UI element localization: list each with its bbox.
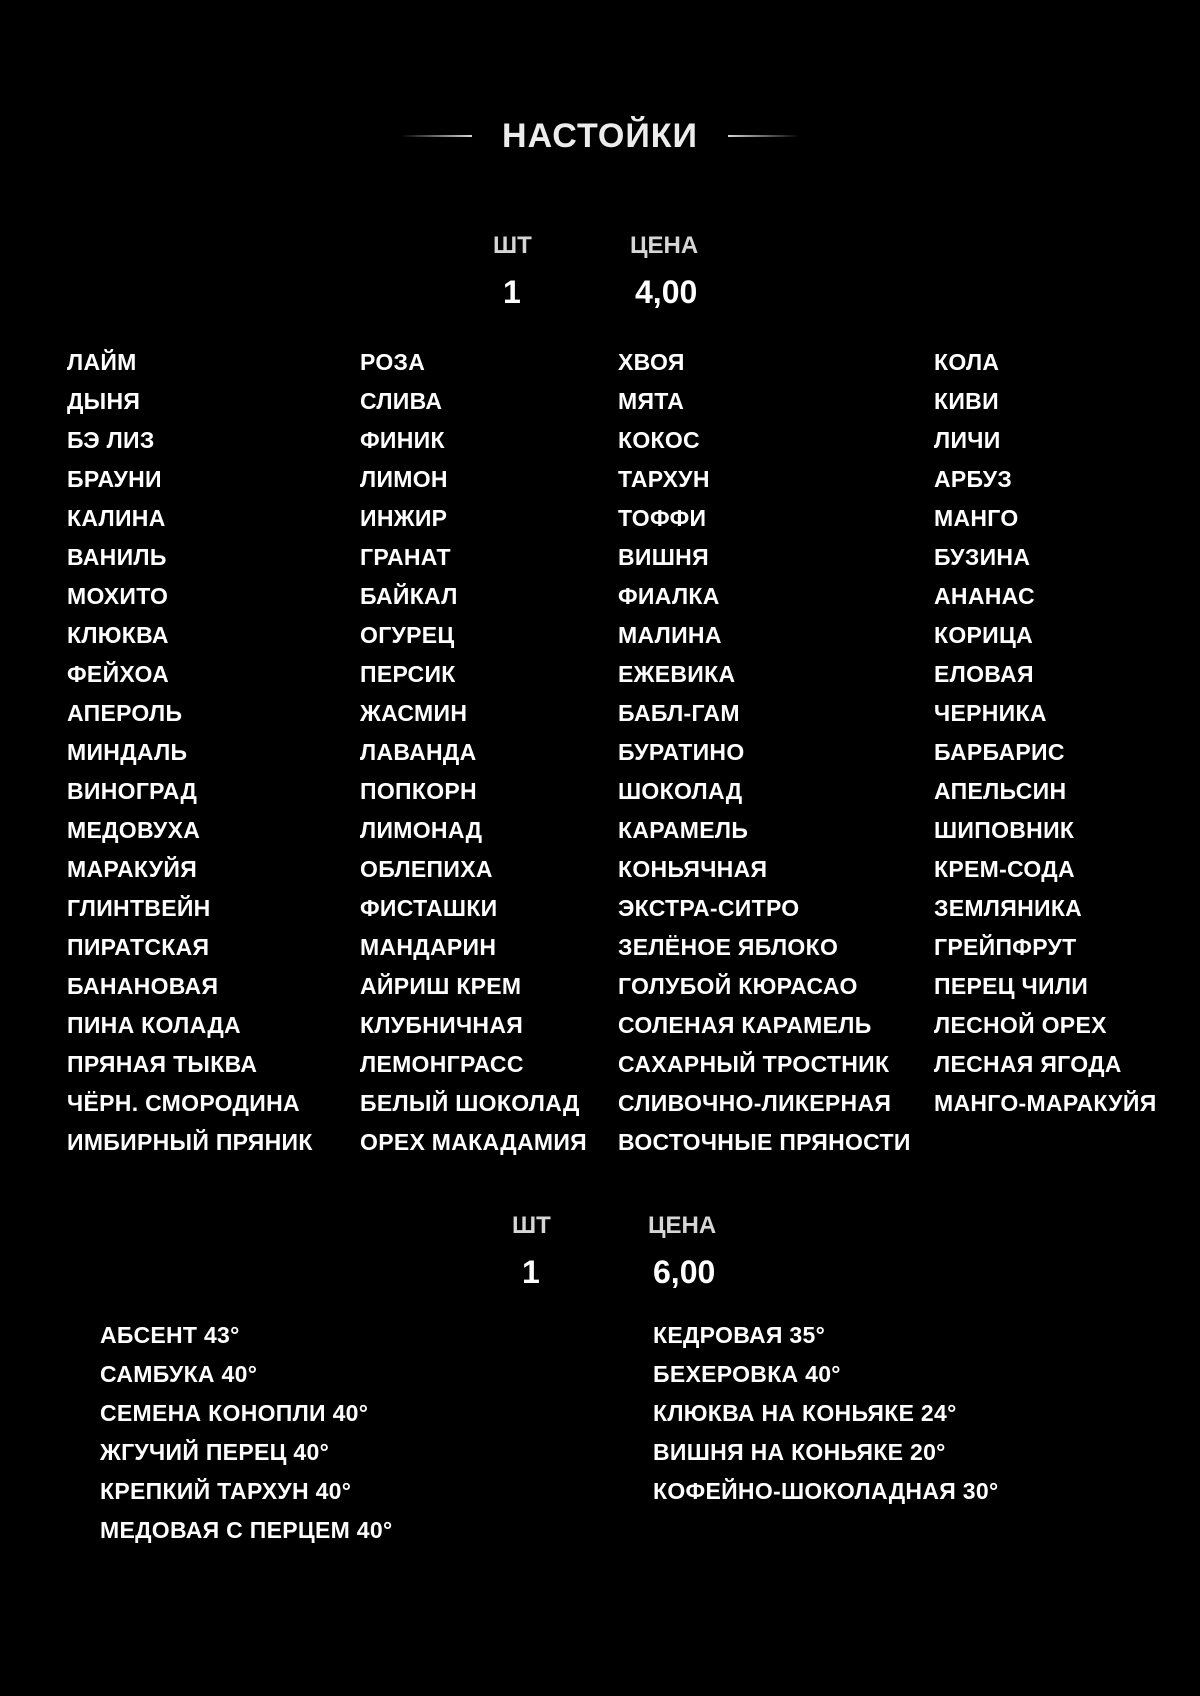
section2-column-2 xyxy=(653,1316,998,1511)
menu-item: ПЕРЕЦ ЧИЛИ xyxy=(934,973,1089,999)
menu-item: ПЕРСИК xyxy=(360,661,456,687)
menu-item: ФЕЙХОА xyxy=(67,661,169,687)
menu-item: КИВИ xyxy=(934,388,999,414)
section1-column-3 xyxy=(618,343,911,1162)
menu-item: ТОФФИ xyxy=(618,505,707,531)
menu-item: ОБЛЕПИХА xyxy=(360,856,493,882)
section1-column-2 xyxy=(360,343,587,1162)
menu-item: ЖАСМИН xyxy=(360,700,468,726)
title-rule-left xyxy=(400,135,472,137)
menu-item: МАНГО xyxy=(934,505,1019,531)
section2-qty-label: ШТ xyxy=(512,1212,551,1239)
menu-item: АЙРИШ КРЕМ xyxy=(360,973,522,999)
section1-qty-value: 1 xyxy=(503,274,521,310)
menu-item: ШИПОВНИК xyxy=(934,817,1075,843)
menu-item: КЕДРОВАЯ 35° xyxy=(653,1322,826,1348)
menu-item: АБСЕНТ 43° xyxy=(100,1322,240,1348)
menu-item: БАБЛ-ГАМ xyxy=(618,700,740,726)
menu-item: СОЛЕНАЯ КАРАМЕЛЬ xyxy=(618,1012,872,1038)
menu-item: ДЫНЯ xyxy=(67,388,141,414)
menu-item: ФИСТАШКИ xyxy=(360,895,498,921)
menu-item: ВИНОГРАД xyxy=(67,778,198,804)
menu-item: КОЛА xyxy=(934,349,1000,375)
menu-item: КЛУБНИЧНАЯ xyxy=(360,1012,524,1038)
menu-item: ФИАЛКА xyxy=(618,583,720,609)
section1-price-header xyxy=(490,232,790,322)
menu-item: ПРЯНАЯ ТЫКВА xyxy=(67,1051,258,1077)
menu-item: ВИШНЯ xyxy=(618,544,709,570)
menu-item: КРЕМ-СОДА xyxy=(934,856,1075,882)
section1-price-label: ЦЕНА xyxy=(630,232,699,259)
page-title: НАСТОЙКИ xyxy=(502,116,698,155)
menu-item: ЛИМОН xyxy=(360,466,448,492)
section2-price-label: ЦЕНА xyxy=(648,1212,717,1239)
menu-item: БЕХЕРОВКА 40° xyxy=(653,1361,841,1387)
menu-item: ФИНИК xyxy=(360,427,445,453)
menu-item: АПЕРОЛЬ xyxy=(67,700,183,726)
menu-item: ЭКСТРА-СИТРО xyxy=(618,895,800,921)
menu-item: ГРЕЙПФРУТ xyxy=(934,934,1077,960)
menu-item: ГЛИНТВЕЙН xyxy=(67,895,211,921)
menu-item: МЕДОВУХА xyxy=(67,817,201,843)
menu-item: КЛЮКВА НА КОНЬЯКЕ 24° xyxy=(653,1400,957,1426)
menu-item: ШОКОЛАД xyxy=(618,778,743,804)
menu-item: ПИНА КОЛАДА xyxy=(67,1012,241,1038)
menu-item: ЛЕСНОЙ ОРЕХ xyxy=(934,1012,1107,1038)
menu-item: ВИШНЯ НА КОНЬЯКЕ 20° xyxy=(653,1439,946,1465)
menu-item: САХАРНЫЙ ТРОСТНИК xyxy=(618,1051,890,1077)
section2-qty-value: 1 xyxy=(522,1254,540,1290)
menu-item: ЗЕЛЁНОЕ ЯБЛОКО xyxy=(618,934,839,960)
menu-item: ИМБИРНЫЙ ПРЯНИК xyxy=(67,1129,313,1155)
menu-item: ОГУРЕЦ xyxy=(360,622,455,648)
menu-item: ТАРХУН xyxy=(618,466,710,492)
menu-item: РОЗА xyxy=(360,349,426,375)
menu-item: БАРБАРИС xyxy=(934,739,1065,765)
menu-item: ЛЕМОНГРАСС xyxy=(360,1051,524,1077)
menu-item: ГОЛУБОЙ КЮРАСАО xyxy=(618,973,858,999)
menu-item: ВАНИЛЬ xyxy=(67,544,167,570)
menu-item: БУЗИНА xyxy=(934,544,1031,570)
menu-item: МАНГО-МАРАКУЙЯ xyxy=(934,1090,1157,1116)
section2-price-value: 6,00 xyxy=(653,1254,716,1290)
menu-item: БУРАТИНО xyxy=(618,739,745,765)
menu-item: МЯТА xyxy=(618,388,685,414)
menu-item: БАЙКАЛ xyxy=(360,583,458,609)
menu-item: АНАНАС xyxy=(934,583,1035,609)
menu-item: КЛЮКВА xyxy=(67,622,169,648)
menu-item: ИНЖИР xyxy=(360,505,448,531)
menu-item: ЧЕРНИКА xyxy=(934,700,1047,726)
menu-item: МАЛИНА xyxy=(618,622,722,648)
section1-column-1 xyxy=(67,343,313,1162)
menu-item: ХВОЯ xyxy=(618,349,685,375)
menu-item: МАНДАРИН xyxy=(360,934,497,960)
menu-item: СЛИВА xyxy=(360,388,443,414)
menu-item: БАНАНОВАЯ xyxy=(67,973,219,999)
menu-item: КОРИЦА xyxy=(934,622,1034,648)
menu-item: ЛЕСНАЯ ЯГОДА xyxy=(934,1051,1122,1077)
section2-column-1 xyxy=(100,1316,392,1550)
menu-item: ЛАВАНДА xyxy=(360,739,477,765)
menu-item: АПЕЛЬСИН xyxy=(934,778,1067,804)
menu-item: БРАУНИ xyxy=(67,466,162,492)
menu-item: ЧЁРН. СМОРОДИНА xyxy=(67,1090,300,1116)
menu-item: БЭ ЛИЗ xyxy=(67,427,155,453)
menu-item: ГРАНАТ xyxy=(360,544,451,570)
menu-item: КОКОС xyxy=(618,427,700,453)
menu-item: ОРЕХ МАКАДАМИЯ xyxy=(360,1129,587,1155)
menu-item: КОФЕЙНО-ШОКОЛАДНАЯ 30° xyxy=(653,1478,999,1504)
menu-item: СЕМЕНА КОНОПЛИ 40° xyxy=(100,1400,369,1426)
section1-price-value: 4,00 xyxy=(635,274,698,310)
menu-item: ПОПКОРН xyxy=(360,778,477,804)
menu-header xyxy=(0,108,1200,164)
menu-item: АРБУЗ xyxy=(934,466,1013,492)
menu-item: БЕЛЫЙ ШОКОЛАД xyxy=(360,1090,580,1116)
menu-item: МАРАКУЙЯ xyxy=(67,856,198,882)
menu-item: КАЛИНА xyxy=(67,505,166,531)
menu-item: МИНДАЛЬ xyxy=(67,739,188,765)
section2-price-header xyxy=(510,1212,810,1302)
menu-item: МЕДОВАЯ С ПЕРЦЕМ 40° xyxy=(100,1517,393,1543)
menu-item: САМБУКА 40° xyxy=(100,1361,258,1387)
menu-item: КРЕПКИЙ ТАРХУН 40° xyxy=(100,1478,352,1504)
menu-item: СЛИВОЧНО-ЛИКЕРНАЯ xyxy=(618,1090,892,1116)
menu-item: КОНЬЯЧНАЯ xyxy=(618,856,768,882)
menu-item: ВОСТОЧНЫЕ ПРЯНОСТИ xyxy=(618,1129,911,1155)
menu-item: ЖГУЧИЙ ПЕРЕЦ 40° xyxy=(100,1439,330,1465)
menu-item: ЛИЧИ xyxy=(934,427,1001,453)
section1-column-4 xyxy=(934,343,1157,1123)
menu-item: ЗЕМЛЯНИКА xyxy=(934,895,1083,921)
menu-item: ЕЖЕВИКА xyxy=(618,661,736,687)
menu-item: ЕЛОВАЯ xyxy=(934,661,1034,687)
menu-item: ПИРАТСКАЯ xyxy=(67,934,210,960)
menu-item: ЛИМОНАД xyxy=(360,817,483,843)
menu-item: КАРАМЕЛЬ xyxy=(618,817,749,843)
section1-qty-label: ШТ xyxy=(493,232,532,259)
title-rule-right xyxy=(728,135,800,137)
menu-item: ЛАЙМ xyxy=(67,349,137,375)
menu-item: МОХИТО xyxy=(67,583,169,609)
